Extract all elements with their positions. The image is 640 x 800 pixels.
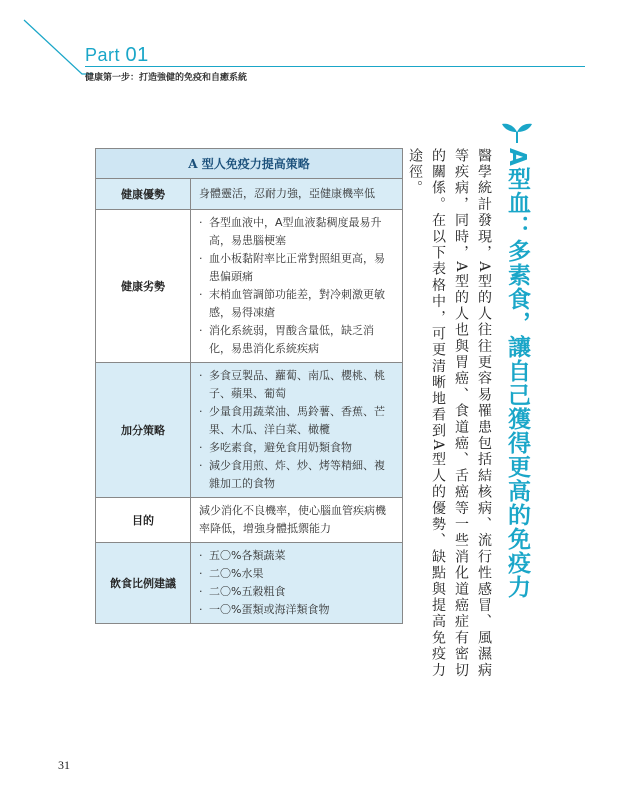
list-item: · 血小板黏附率比正常對照組更高，易患偏頭痛: [199, 250, 394, 286]
list-item: · 多吃素食，避免食用奶類食物: [199, 439, 394, 457]
list-item: · 二〇%五穀粗食: [199, 583, 394, 601]
part-number: 01: [125, 44, 149, 66]
row-header: 健康優勢: [96, 179, 191, 210]
list-item: · 二〇%水果: [199, 565, 394, 583]
list-item: · 五〇%各類蔬菜: [199, 547, 394, 565]
article-body: 醫學統計發現，A型的人往往更容易罹患包括結核病、流行性感冒、風濕病等疾病，同時，A型的人也與胃癌、食道癌、舌癌等一些消化道癌症有密切的關係。在以下表格中，可更清晰地看到A型人的優勢、缺點與提高免疫力途徑。: [407, 148, 492, 679]
corner-decoration: [22, 18, 92, 78]
list-item: · 末梢血管調節功能差，對冷刺激更敏感，易得凍瘡: [199, 286, 394, 322]
table-row: [96, 179, 403, 210]
row-text: 身體靈活，忍耐力強，亞健康機率低: [191, 179, 403, 210]
row-header: 加分策略: [96, 363, 191, 498]
sprout-icon: [499, 120, 535, 144]
row-header: 健康劣勢: [96, 210, 191, 363]
row-header: 目的: [96, 498, 191, 543]
table-row: [96, 498, 403, 543]
list-item: · 消化系統弱，胃酸含量低，缺乏消化，易患消化系統疾病: [199, 322, 394, 358]
part-word: Part: [85, 45, 121, 65]
header-rule: [85, 66, 585, 67]
table-row: [96, 363, 403, 498]
list-item: · 一〇%蛋類或海洋類食物: [199, 601, 394, 619]
row-text: 減少消化不良機率，使心腦血管疾病機率降低，增強身體抵禦能力: [191, 498, 403, 543]
strategy-table: [95, 148, 403, 624]
list-item: · 少量食用蔬菜油、馬鈴薯、香蕉、芒果、木瓜、洋白菜、橄欖: [199, 403, 394, 439]
row-body: [191, 210, 403, 363]
list-item: · 減少食用煎、炸、炒、烤等精細、複雜加工的食物: [199, 457, 394, 493]
part-label: [85, 44, 149, 67]
list-item: · 多食豆製品、蘿蔔、南瓜、櫻桃、桃子、蘋果、葡萄: [199, 367, 394, 403]
article-heading: A型血：多素食，讓自己獲得更高的免疫力: [504, 148, 530, 599]
table-row: [96, 210, 403, 363]
list-item: · 各型血液中，A型血液黏稠度最易升高，易患腦梗塞: [199, 214, 394, 250]
table-caption: A 型人免疫力提高策略: [96, 149, 403, 179]
chapter-subtitle: 健康第一步：打造強健的免疫和自癒系統: [85, 73, 248, 83]
page-number: 31: [58, 758, 70, 772]
row-header: 飲食比例建議: [96, 543, 191, 624]
table-row: [96, 543, 403, 624]
row-body: [191, 363, 403, 498]
row-body: [191, 543, 403, 624]
